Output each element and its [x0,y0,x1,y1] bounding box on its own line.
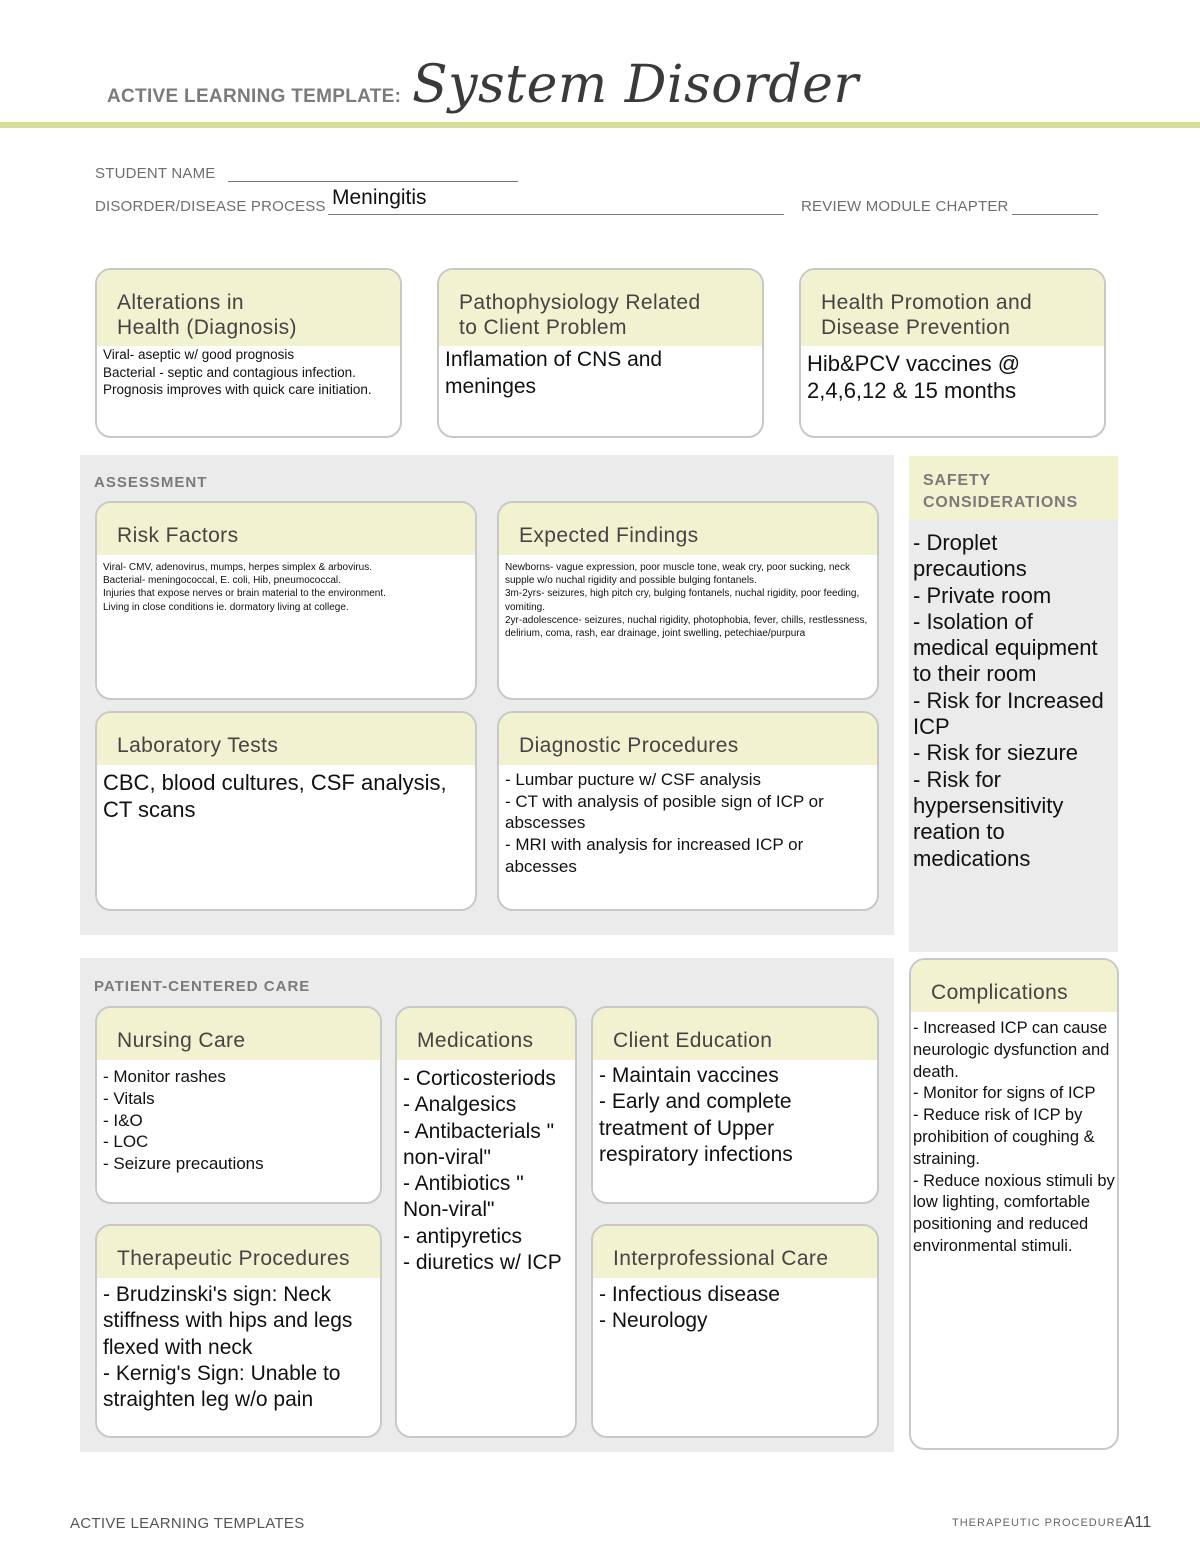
expected-findings-body: Newborns- vague expression, poor muscle tone, weak cry, poor sucking, neck supple w/o nuchal rigidity and possible bulging fontanels. 3m-2yrs- seizures, high pitch cry, bulging fontanels, nuchal rigidity, poor feeding, vomiting. 2yr-adolescence- seizures, nuchal rigidity, photophobia, fever, chills, restlessness, delirium, coma, rash, ear drainage, joint swelling, petechiae/purpura [505,562,868,640]
footer-right: THERAPEUTIC PROCEDURE [952,1517,1124,1529]
lab-tests-body: CBC, blood cultures, CSF analysis, CT scans [103,770,447,822]
student-name-label: STUDENT NAME [95,165,216,182]
alterations-body: Viral- aseptic w/ good prognosis Bacterial - septic and contagious infection. Prognosis improves with quick care initiation. [103,347,372,397]
medications-card [395,1006,577,1438]
disorder-label: DISORDER/DISEASE PROCESS [95,198,326,215]
alterations-title: Alterations in Health (Diagnosis) [97,270,400,346]
student-name-field[interactable] [228,181,518,182]
header-rule [0,122,1200,128]
nursing-care-body: - Monitor rashes - Vitals - I&O - LOC - Seizure precautions [103,1067,264,1174]
expected-findings-title: Expected Findings [499,503,877,555]
review-chapter-label: REVIEW MODULE CHAPTER [801,198,1009,215]
interprofessional-card [591,1224,879,1438]
expected-findings-card [497,501,879,700]
complications-body: - Increased ICP can cause neurologic dysfunction and death. - Monitor for signs of ICP - Reduce risk of ICP by prohibition of coughing & straining. - Reduce noxious stimuli by low lighting, comfortable positioning and reduced environmental stimuli. [913,1019,1115,1255]
complications-title: Complications [911,960,1117,1012]
template-label: ACTIVE LEARNING TEMPLATE: [107,86,402,107]
safety-body: - Droplet precautions - Private room - Isolation of medical equipment to their room - Risk for Increased ICP - Risk for siezure - Risk for hypersensitivity reation to medications [909,520,1118,952]
pathophysiology-card [437,268,764,438]
footer-left: ACTIVE LEARNING TEMPLATES [70,1515,305,1532]
therapeutic-title: Therapeutic Procedures [97,1226,380,1278]
alterations-card [95,268,402,438]
interprofessional-title: Interprofessional Care [593,1226,877,1278]
therapeutic-body: - Brudzinski's sign: Neck stiffness with hips and legs flexed with neck - Kernig's Sign: Unable to straighten leg w/o pain [103,1283,353,1412]
lab-tests-title: Laboratory Tests [97,713,475,765]
page-number: A11 [1124,1514,1152,1531]
client-education-body: - Maintain vaccines - Early and complete treatment of Upper respiratory infections [599,1064,793,1166]
assessment-label: ASSESSMENT [94,474,208,491]
diagnostic-card [497,711,879,911]
health-promotion-card [799,268,1106,438]
page-title: System Disorder [412,55,859,115]
medications-body: - Corticosteriods - Analgesics - Antibacterials " non-viral" - Antibiotics " Non-viral" - antipyretics - diuretics w/ ICP [403,1067,562,1275]
patient-care-label: PATIENT-CENTERED CARE [94,978,311,995]
complications-card [909,958,1119,1450]
interprofessional-body: - Infectious disease - Neurology [599,1283,780,1333]
pathophysiology-body: Inflamation of CNS and meninges [445,348,663,398]
pathophysiology-title: Pathophysiology Related to Client Problem [439,270,762,346]
client-education-title: Client Education [593,1008,877,1060]
risk-factors-body: Viral- CMV, adenovirus, mumps, herpes simplex & arbovirus. Bacterial- meningococcal, E. coli, Hib, pneumococcal. Injuries that expose nerves or brain material to the environment. Living in close conditions ie. dormatory living at college. [103,562,386,613]
disorder-value: Meningitis [332,186,427,209]
nursing-care-card [95,1006,382,1204]
disorder-field[interactable] [328,214,784,215]
review-chapter-field[interactable] [1012,214,1098,215]
medications-title: Medications [397,1008,575,1060]
client-education-card [591,1006,879,1204]
health-promotion-body: Hib&PCV vaccines @ 2,4,6,12 & 15 months [807,351,1021,403]
lab-tests-card [95,711,477,911]
health-promotion-title: Health Promotion and Disease Prevention [801,270,1104,346]
therapeutic-card [95,1224,382,1438]
safety-label: SAFETY CONSIDERATIONS [909,456,1118,520]
diagnostic-title: Diagnostic Procedures [499,713,877,765]
diagnostic-body: - Lumbar pucture w/ CSF analysis - CT with analysis of posible sign of ICP or abscesses - MRI with analysis for increased ICP or abcesses [505,770,824,876]
risk-factors-card [95,501,477,700]
nursing-care-title: Nursing Care [97,1008,380,1060]
risk-factors-title: Risk Factors [97,503,475,555]
